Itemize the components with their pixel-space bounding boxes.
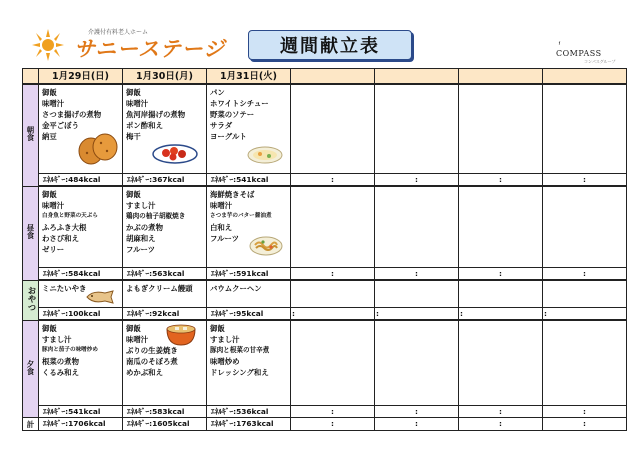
kcal-cell (39, 308, 123, 321)
dinner-kcal-row (23, 406, 627, 418)
menu-item: 梅干 (126, 132, 141, 141)
menu-cell (459, 186, 543, 268)
date-header-row (23, 69, 627, 85)
menu-item: 野菜のソテー (210, 110, 255, 119)
kcal-value: ｴﾈﾙｷﾞｰ:541kcal (211, 175, 269, 184)
date-header (291, 69, 375, 85)
menu-item: 御飯 (42, 88, 57, 97)
menu-cell (291, 84, 375, 174)
kcal-cell-empty (543, 418, 627, 431)
menu-item: 味噌汁 (126, 335, 149, 344)
menu-item: ぶりの生姜焼き (126, 346, 178, 355)
kcal-marker: : (583, 407, 586, 416)
kcal-cell (207, 268, 291, 281)
meal-label-snack (23, 280, 39, 320)
logo-subtitle: 介護付有料老人ホーム (88, 29, 149, 36)
menu-item: かぶの煮物 (126, 223, 163, 232)
total-kcal-value: ｴﾈﾙｷﾞｰ:1605kcal (127, 419, 190, 428)
meal-label-text: 朝食 (26, 126, 35, 142)
kcal-cell-empty (375, 406, 459, 418)
kcal-value: ｴﾈﾙｷﾞｰ:563kcal (127, 269, 185, 278)
menu-cell (207, 186, 291, 268)
kcal-marker: : (331, 175, 334, 184)
menu-item: 御飯 (126, 324, 141, 333)
menu-cell (375, 84, 459, 174)
menu-item: すまし汁 (42, 335, 72, 344)
meal-label-text: 夕食 (26, 359, 35, 375)
menu-cell (207, 280, 291, 308)
kcal-value: ｴﾈﾙｷﾞｰ:541kcal (43, 407, 101, 416)
menu-cell (123, 186, 207, 268)
menu-cell (375, 280, 459, 308)
menu-item: ふろふき大根 (42, 223, 87, 232)
sun-logo-icon (30, 28, 70, 62)
menu-item: 白身魚と野菜の天ぷら (42, 213, 98, 219)
menu-cell (123, 84, 207, 174)
menu-item: さつま揚げの煮物 (42, 110, 102, 119)
menu-item: 根菜の煮物 (42, 357, 79, 366)
fried-food-icon (77, 131, 119, 167)
menu-item: 白和え (210, 223, 233, 232)
kcal-cell-empty (459, 268, 543, 281)
menu-item: ヨーグルト (210, 132, 247, 141)
menu-item: 御飯 (126, 88, 141, 97)
kcal-cell-empty (543, 308, 627, 321)
meal-label-text: おやつ (26, 285, 36, 312)
kcal-cell (123, 308, 207, 321)
breakfast-kcal-row (23, 174, 627, 187)
kcal-marker: : (292, 309, 295, 318)
menu-cell (207, 84, 291, 174)
dinner-row (23, 320, 627, 406)
menu-cell (375, 186, 459, 268)
snack-kcal-row (23, 308, 627, 321)
total-kcal-cell (123, 418, 207, 431)
kcal-value: ｴﾈﾙｷﾞｰ:584kcal (43, 269, 101, 278)
menu-item: 豚肉と根菜の甘辛煮 (210, 346, 270, 354)
menu-cell (543, 320, 627, 406)
menu-item: 金平ごぼう (42, 121, 79, 130)
menu-item: 味噌汁 (210, 201, 233, 210)
meal-label-total (23, 418, 39, 431)
menu-item: 味噌汁 (42, 201, 65, 210)
kcal-marker: : (499, 175, 502, 184)
menu-item: フルーツ (210, 234, 239, 243)
menu-item: フルーツ (126, 245, 155, 254)
kcal-cell-empty (375, 418, 459, 431)
menu-item: ホワイトシチュー (210, 99, 269, 108)
kcal-cell-empty (375, 174, 459, 187)
kcal-cell-empty (543, 174, 627, 187)
logo-text: サニーステージ (74, 37, 226, 61)
kcal-cell-empty (543, 406, 627, 418)
menu-cell (207, 320, 291, 406)
meal-label-breakfast (23, 84, 39, 186)
menu-item: 味噌汁 (126, 99, 149, 108)
menu-cell (543, 186, 627, 268)
menu-cell (459, 84, 543, 174)
menu-item: パン (210, 88, 225, 97)
kcal-cell-empty (291, 174, 375, 187)
kcal-cell-empty (291, 418, 375, 431)
kcal-marker: : (415, 407, 418, 416)
menu-cell (39, 280, 123, 308)
menu-item: ミニたいやき (42, 284, 87, 293)
menu-item: 魚河岸揚げの煮物 (126, 110, 186, 119)
menu-item: 南瓜のそぼろ煮 (126, 357, 178, 366)
menu-item: 納豆 (42, 132, 57, 141)
menu-item: 豚肉と茄子の味噌炒め (42, 347, 98, 353)
kcal-value: ｴﾈﾙｷﾞｰ:95kcal (211, 309, 264, 318)
kcal-marker: : (331, 269, 334, 278)
kcal-cell (123, 174, 207, 187)
lunch-kcal-row (23, 268, 627, 281)
kcal-marker: : (331, 407, 334, 416)
menu-cell (291, 280, 375, 308)
kcal-value: ｴﾈﾙｷﾞｰ:591kcal (211, 269, 269, 278)
kcal-marker: : (415, 419, 418, 428)
menu-item: ゼリー (42, 245, 65, 254)
kcal-value: ｴﾈﾙｷﾞｰ:536kcal (211, 407, 269, 416)
kcal-marker: : (415, 175, 418, 184)
umeboshi-plate-icon (151, 141, 199, 165)
menu-item: 味噌汁 (42, 99, 65, 108)
kcal-cell-empty (459, 418, 543, 431)
menu-item: ポン酢和え (126, 121, 163, 130)
weekly-menu-table (22, 68, 627, 431)
menu-item: よもぎクリーム饅頭 (126, 284, 193, 293)
kcal-cell (207, 406, 291, 418)
total-row (23, 418, 627, 431)
meal-label-text: 昼食 (26, 224, 35, 239)
kcal-cell-empty (459, 308, 543, 321)
kcal-value: ｴﾈﾙｷﾞｰ:100kcal (43, 309, 101, 318)
kcal-marker: : (499, 419, 502, 428)
kcal-marker: : (499, 407, 502, 416)
kcal-marker: : (460, 309, 463, 318)
menu-item: さつま芋のバター醤油煮 (210, 213, 272, 219)
page-title: 週間献立表 (280, 36, 380, 57)
menu-cell (543, 280, 627, 308)
kcal-value: ｴﾈﾙｷﾞｰ:92kcal (127, 309, 180, 318)
kcal-cell-empty (543, 268, 627, 281)
menu-item: すまし汁 (126, 201, 156, 210)
kcal-cell (207, 174, 291, 187)
meal-label-dinner (23, 320, 39, 418)
date-header (543, 69, 627, 85)
kcal-cell-empty (459, 406, 543, 418)
menu-item: 御飯 (42, 190, 57, 199)
kcal-marker: : (376, 309, 379, 318)
compass-logo-icon (558, 36, 572, 50)
taiyaki-icon (85, 290, 115, 305)
menu-item: 海鮮焼きそば (210, 190, 255, 199)
kcal-marker: : (544, 309, 547, 318)
menu-item: ドレッシング和え (210, 368, 269, 377)
snack-row (23, 280, 627, 308)
miso-soup-bowl-icon (165, 321, 197, 347)
total-kcal-cell (207, 418, 291, 431)
menu-item: すまし汁 (210, 335, 240, 344)
menu-cell (459, 320, 543, 406)
kcal-cell-empty (375, 308, 459, 321)
date-header: 1月29日(日) (39, 69, 123, 85)
kcal-cell (39, 406, 123, 418)
meal-label-lunch (23, 186, 39, 280)
kcal-marker: : (499, 269, 502, 278)
kcal-value: ｴﾈﾙｷﾞｰ:583kcal (127, 407, 185, 416)
menu-item: 胡麻和え (126, 234, 156, 243)
menu-item: 味噌炒め (210, 357, 240, 366)
menu-item: 御飯 (42, 324, 57, 333)
menu-cell (39, 84, 123, 174)
corner-cell (23, 69, 39, 85)
menu-cell (291, 320, 375, 406)
menu-cell (39, 186, 123, 268)
kcal-marker: : (583, 419, 586, 428)
menu-item: くるみ和え (42, 368, 79, 377)
menu-cell (459, 280, 543, 308)
menu-item: 御飯 (210, 324, 225, 333)
kcal-cell-empty (459, 174, 543, 187)
kcal-cell (39, 268, 123, 281)
yakisoba-plate-icon (249, 233, 283, 257)
menu-item: わさび和え (42, 234, 79, 243)
menu-cell (291, 186, 375, 268)
breakfast-row (23, 84, 627, 174)
kcal-cell (123, 406, 207, 418)
total-kcal-value: ｴﾈﾙｷﾞｰ:1763kcal (211, 419, 274, 428)
stew-plate-icon (247, 145, 283, 165)
date-header (459, 69, 543, 85)
date-header: 1月30日(月) (123, 69, 207, 85)
kcal-marker: : (331, 419, 334, 428)
compass-logo-text: COMPASS (556, 49, 602, 58)
menu-cell (123, 280, 207, 308)
kcal-cell-empty (291, 406, 375, 418)
menu-item: 御飯 (126, 190, 141, 199)
date-header: 1月31日(火) (207, 69, 291, 85)
lunch-row (23, 186, 627, 268)
kcal-marker: : (583, 269, 586, 278)
kcal-cell-empty (291, 268, 375, 281)
menu-item: めかぶ和え (126, 368, 163, 377)
meal-label-text: 計 (26, 419, 35, 429)
menu-item: サラダ (210, 121, 233, 130)
kcal-cell (207, 308, 291, 321)
compass-logo-subtext: コンパスグループ (584, 59, 616, 64)
kcal-cell (39, 174, 123, 187)
kcal-value: ｴﾈﾙｷﾞｰ:484kcal (43, 175, 101, 184)
kcal-cell-empty (291, 308, 375, 321)
menu-item: 鶏肉の柚子胡椒焼き (126, 212, 186, 220)
kcal-marker: : (415, 269, 418, 278)
menu-cell (123, 320, 207, 406)
page-title-box (248, 30, 412, 60)
menu-cell (543, 84, 627, 174)
menu-item: バウムクーヘン (210, 284, 262, 293)
menu-cell (39, 320, 123, 406)
total-kcal-value: ｴﾈﾙｷﾞｰ:1706kcal (43, 419, 106, 428)
kcal-cell (123, 268, 207, 281)
menu-cell (375, 320, 459, 406)
total-kcal-cell (39, 418, 123, 431)
date-header (375, 69, 459, 85)
kcal-value: ｴﾈﾙｷﾞｰ:367kcal (127, 175, 185, 184)
kcal-cell-empty (375, 268, 459, 281)
kcal-marker: : (583, 175, 586, 184)
